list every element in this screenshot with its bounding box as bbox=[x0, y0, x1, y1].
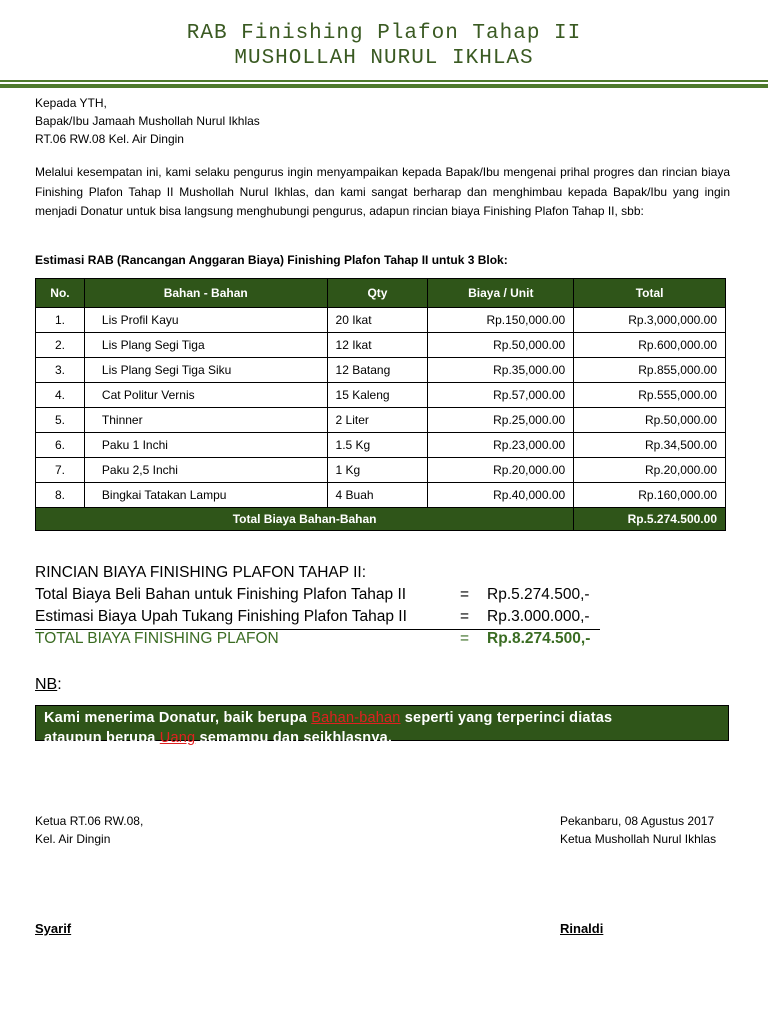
cell-qty: 1.5 Kg bbox=[327, 433, 428, 458]
cost-line-equals: = bbox=[460, 630, 470, 647]
notice-line-1 bbox=[44, 708, 720, 728]
notice-line-2 bbox=[44, 728, 720, 748]
cell-item: Thinner bbox=[84, 408, 327, 433]
cost-line-label: Estimasi Biaya Upah Tukang Finishing Plafon Tahap II bbox=[35, 608, 407, 625]
document-title: RAB Finishing Plafon Tahap II bbox=[186, 22, 582, 45]
notice-text: Kami menerima Donatur, baik berupa bbox=[44, 710, 312, 726]
cell-no: 1. bbox=[36, 308, 85, 333]
cost-line-label: Total Biaya Beli Bahan untuk Finishing Plafon Tahap II bbox=[35, 586, 407, 603]
signatory-right-name: Rinaldi bbox=[560, 921, 604, 936]
cell-no: 4. bbox=[36, 383, 85, 408]
cost-line-value: Rp.3.000.000,- bbox=[487, 608, 590, 625]
nb-colon: : bbox=[57, 676, 62, 693]
cost-line-materials bbox=[35, 586, 730, 608]
cell-no: 6. bbox=[36, 433, 85, 458]
cost-summary-heading: RINCIAN BIAYA FINISHING PLAFON TAHAP II: bbox=[35, 564, 367, 581]
table-row bbox=[36, 333, 726, 358]
cell-qty: 12 Batang bbox=[327, 358, 428, 383]
table-row bbox=[36, 408, 726, 433]
table-row bbox=[36, 308, 726, 333]
cost-line-label: TOTAL BIAYA FINISHING PLAFON bbox=[35, 630, 279, 647]
cell-total: Rp.555,000.00 bbox=[574, 383, 726, 408]
notice-text: ataupun berupa bbox=[44, 730, 160, 746]
signature-left-title: Ketua RT.06 RW.08, bbox=[35, 814, 144, 828]
address-line-3: RT.06 RW.08 Kel. Air Dingin bbox=[35, 132, 184, 146]
header-unit-cost: Biaya / Unit bbox=[428, 279, 574, 308]
header-no: No. bbox=[36, 279, 85, 308]
cell-total: Rp.50,000.00 bbox=[574, 408, 726, 433]
cell-no: 5. bbox=[36, 408, 85, 433]
header-qty: Qty bbox=[327, 279, 428, 308]
signature-right-block bbox=[560, 812, 716, 848]
cell-total: Rp.600,000.00 bbox=[574, 333, 726, 358]
cell-no: 7. bbox=[36, 458, 85, 483]
signature-left-block bbox=[35, 812, 143, 848]
cell-total: Rp.160,000.00 bbox=[574, 483, 726, 508]
notice-text: semampu dan seikhlasnya. bbox=[195, 730, 393, 746]
cell-unit-cost: Rp.35,000.00 bbox=[428, 358, 574, 383]
cell-unit-cost: Rp.50,000.00 bbox=[428, 333, 574, 358]
signatory-left-name: Syarif bbox=[35, 921, 72, 936]
address-block bbox=[35, 94, 260, 148]
notice-text: seperti yang terperinci diatas bbox=[400, 710, 613, 726]
header-total: Total bbox=[574, 279, 726, 308]
cost-line-labor bbox=[35, 608, 600, 630]
signature-right-title: Ketua Mushollah Nurul Ikhlas bbox=[560, 832, 717, 846]
nb-label bbox=[35, 676, 62, 694]
address-line-2: Bapak/Ibu Jamaah Mushollah Nurul Ikhlas bbox=[35, 114, 260, 128]
cell-item: Bingkai Tatakan Lampu bbox=[84, 483, 327, 508]
cost-summary bbox=[35, 564, 730, 652]
cell-qty: 2 Liter bbox=[327, 408, 428, 433]
cell-item: Cat Politur Vernis bbox=[84, 383, 327, 408]
cell-item: Paku 2,5 Inchi bbox=[84, 458, 327, 483]
cell-no: 8. bbox=[36, 483, 85, 508]
cell-no: 3. bbox=[36, 358, 85, 383]
cell-qty: 12 Ikat bbox=[327, 333, 428, 358]
document-subtitle: MUSHOLLAH NURUL IKHLAS bbox=[234, 47, 534, 70]
cost-line-grand-total bbox=[35, 630, 730, 652]
cell-total: Rp.3,000,000.00 bbox=[574, 308, 726, 333]
table-row bbox=[36, 458, 726, 483]
cell-item: Lis Plang Segi Tiga Siku bbox=[84, 358, 327, 383]
cell-total: Rp.34,500.00 bbox=[574, 433, 726, 458]
cell-unit-cost: Rp.40,000.00 bbox=[428, 483, 574, 508]
cell-item: Paku 1 Inchi bbox=[84, 433, 327, 458]
table-row bbox=[36, 433, 726, 458]
notice-highlight-money: Uang bbox=[159, 730, 196, 746]
total-label: Total Biaya Bahan-Bahan bbox=[36, 508, 574, 531]
cell-qty: 1 Kg bbox=[327, 458, 428, 483]
header-rule-thick bbox=[0, 84, 768, 88]
table-header-row bbox=[36, 279, 726, 308]
table-row bbox=[36, 483, 726, 508]
table-row bbox=[36, 358, 726, 383]
cell-no: 2. bbox=[36, 333, 85, 358]
signature-left-subtitle: Kel. Air Dingin bbox=[35, 832, 111, 846]
cell-item: Lis Profil Kayu bbox=[84, 308, 327, 333]
header-rule-thin bbox=[0, 80, 768, 82]
cell-unit-cost: Rp.57,000.00 bbox=[428, 383, 574, 408]
estimate-heading: Estimasi RAB (Rancangan Anggaran Biaya) Finishing Plafon Tahap II untuk 3 Blok: bbox=[35, 253, 508, 267]
table-total-row bbox=[36, 508, 726, 531]
cost-line-value: Rp.8.274.500,- bbox=[487, 630, 591, 647]
cell-unit-cost: Rp.23,000.00 bbox=[428, 433, 574, 458]
cell-qty: 15 Kaleng bbox=[327, 383, 428, 408]
signature-right-date: Pekanbaru, 08 Agustus 2017 bbox=[560, 814, 715, 828]
total-value: Rp.5.274.500.00 bbox=[574, 508, 726, 531]
cell-unit-cost: Rp.25,000.00 bbox=[428, 408, 574, 433]
cell-qty: 20 Ikat bbox=[327, 308, 428, 333]
table-row bbox=[36, 383, 726, 408]
header-item: Bahan - Bahan bbox=[84, 279, 327, 308]
notice-highlight-materials: Bahan-bahan bbox=[311, 710, 401, 726]
cost-line-value: Rp.5.274.500,- bbox=[487, 586, 590, 603]
nb-label-text: NB bbox=[35, 676, 58, 693]
rab-table bbox=[35, 278, 726, 531]
cost-line-equals: = bbox=[460, 608, 470, 625]
cell-total: Rp.855,000.00 bbox=[574, 358, 726, 383]
address-line-1: Kepada YTH, bbox=[35, 96, 107, 110]
cell-qty: 4 Buah bbox=[327, 483, 428, 508]
cost-line-equals: = bbox=[460, 586, 470, 603]
cell-unit-cost: Rp.20,000.00 bbox=[428, 458, 574, 483]
cell-total: Rp.20,000.00 bbox=[574, 458, 726, 483]
intro-paragraph: Melalui kesempatan ini, kami selaku pengurus ingin menyampaikan kepada Bapak/Ibu mengenai prihal progres dan rincian biaya Finishing Plafon Tahap II Mushollah Nurul Ikhlas, dan kami sangat berharap dan menghimbau kepada Bapak/Ibu yang ingin menjadi Donatur untuk bisa langsung menghubungi pengurus, adapun rincian biaya Finishing Plafon Tahap II, sbb: bbox=[35, 165, 730, 218]
cell-item: Lis Plang Segi Tiga bbox=[84, 333, 327, 358]
donation-notice bbox=[35, 705, 729, 746]
cell-unit-cost: Rp.150,000.00 bbox=[428, 308, 574, 333]
